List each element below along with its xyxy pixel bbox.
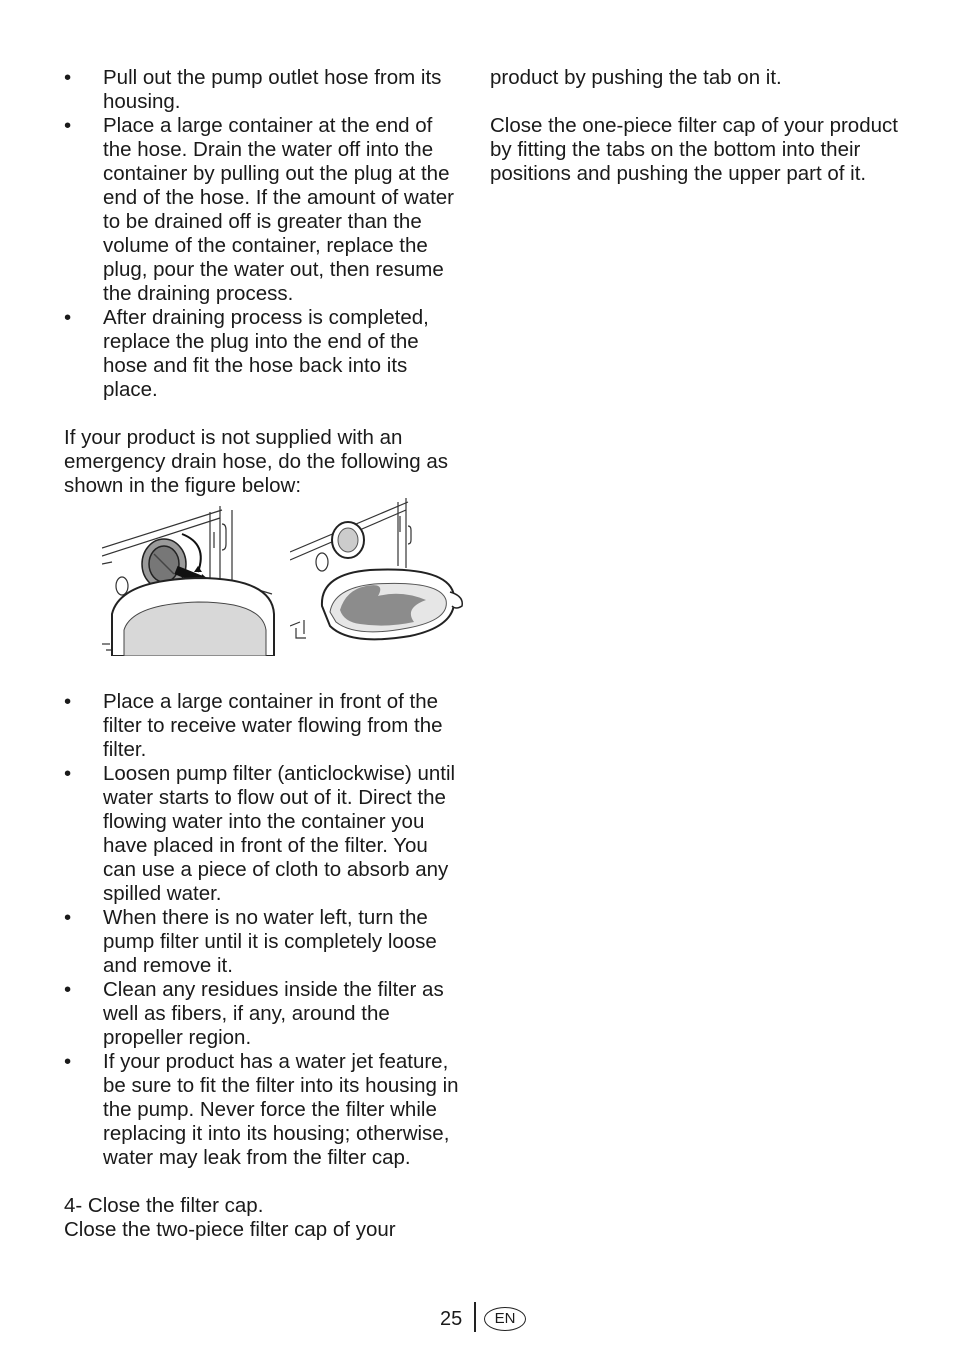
list-item-text: When there is no water left, turn the pump filter until it is completely loose and remove it. xyxy=(103,906,437,977)
list-item-text: If your product has a water jet feature, be sure to fit the filter into its housing in the pump. Never force the filter while replacing it into its housing; otherwise, water may leak from the filter cap. xyxy=(103,1050,459,1169)
list-item xyxy=(64,762,464,906)
step-heading: 4- Close the filter cap. xyxy=(64,1194,264,1217)
bullet-dot: • xyxy=(64,978,72,1001)
left-column xyxy=(64,66,464,1242)
bullet-dot: • xyxy=(64,762,72,785)
one-piece-cap-paragraph: Close the one-piece filter cap of your product by fitting the tabs on the bottom into their positions and pushing the upper part of it. xyxy=(490,114,898,185)
list-item xyxy=(64,978,464,1050)
list-item xyxy=(64,114,464,306)
page-number: 25 xyxy=(440,1308,463,1330)
list-item-text: Place a large container at the end of the hose. Drain the water off into the container by pulling out the plug at the end of the hose. If the amount of water to be drained off is greater than the volume of the container, replace the plug, pour the water out, then resume the draining process. xyxy=(103,114,455,305)
bullet-dot: • xyxy=(64,1050,72,1073)
list-item-text: Loosen pump filter (anticlockwise) until water starts to flow out of it. Direct the flowing water into the container you have placed in front of the filter. You can use a piece of cloth to absorb any spilled water. xyxy=(103,762,456,905)
bullet-dot: • xyxy=(64,306,72,329)
bullet-dot: • xyxy=(64,906,72,929)
bullet-dot: • xyxy=(64,114,72,137)
right-column xyxy=(490,66,900,186)
list-item xyxy=(64,690,464,762)
list-item xyxy=(64,306,464,402)
step-text: Close the two-piece filter cap of your xyxy=(64,1218,396,1241)
list-item-text: Pull out the pump outlet hose from its housing. xyxy=(103,66,442,113)
list-item-text: After draining process is completed, replace the plug into the end of the hose and fit the hose back into its place. xyxy=(103,306,429,401)
language-badge: EN xyxy=(484,1307,526,1331)
list-item xyxy=(64,1050,464,1170)
footer-divider xyxy=(474,1302,476,1332)
bullet-list-filter xyxy=(64,690,464,1170)
water-draining-illustration xyxy=(290,496,464,662)
bullet-dot: • xyxy=(64,66,72,89)
continuation-text: product by pushing the tab on it. xyxy=(490,66,782,89)
filter-loosening-illustration xyxy=(102,504,276,656)
list-item xyxy=(64,66,464,114)
bullet-list-hose xyxy=(64,66,464,402)
list-item-text: Clean any residues inside the filter as well as fibers, if any, around the propeller region. xyxy=(103,978,444,1049)
drain-figure xyxy=(64,502,464,680)
list-item xyxy=(64,906,464,978)
list-item-text: Place a large container in front of the filter to receive water flowing from the filter. xyxy=(103,690,443,761)
bullet-dot: • xyxy=(64,690,72,713)
intro-paragraph: If your product is not supplied with an emergency drain hose, do the following as shown in the figure below: xyxy=(64,426,449,497)
